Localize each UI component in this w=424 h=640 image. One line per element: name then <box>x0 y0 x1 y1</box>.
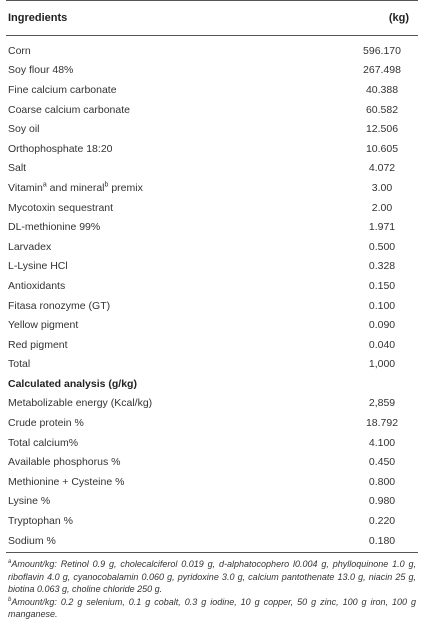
ingredient-value: 0.040 <box>368 338 396 351</box>
table-row <box>6 296 418 316</box>
analysis-name: Available phosphorus % <box>8 456 121 469</box>
ingredient-value: 0.150 <box>368 279 396 292</box>
table-row-total <box>6 355 418 375</box>
premix-label-part: Vitamin <box>8 181 43 194</box>
ingredient-value: 12.506 <box>365 123 399 136</box>
table-row <box>6 276 418 296</box>
ingredient-value: 596.170 <box>363 44 401 57</box>
footnote-b-text: Amount/kg: 0.2 g selenium, 0.1 g cobalt, 0.3 g iodine, 10 g copper, 50 g zinc, 100 g iron, 100 g manganese. <box>8 596 416 620</box>
footnote-a <box>8 558 416 596</box>
table-row <box>6 452 418 472</box>
ingredient-name: Soy flour 48% <box>8 64 74 77</box>
ingredient-value: 40.388 <box>365 83 399 96</box>
footnote-a-mark: a <box>8 559 12 565</box>
table-row <box>6 237 418 257</box>
ingredient-value: 0.500 <box>368 240 396 253</box>
ingredient-value: 60.582 <box>365 103 399 116</box>
ingredient-value: 10.605 <box>365 142 399 155</box>
ingredient-value: 267.498 <box>363 64 401 77</box>
table-row <box>6 511 418 531</box>
analysis-name: Methionine + Cysteine % <box>8 475 125 488</box>
ingredient-value: 2.00 <box>371 201 393 214</box>
ingredient-name: Mycotoxin sequestrant <box>8 201 114 214</box>
ingredient-name: Total <box>8 358 31 371</box>
table-header <box>6 0 418 36</box>
ingredient-name: Fine calcium carbonate <box>8 83 117 96</box>
table-row <box>6 119 418 139</box>
footnote-b-mark: b <box>8 596 12 603</box>
table-row <box>6 41 418 61</box>
footnote-mark-a: a <box>42 181 47 189</box>
table-row <box>6 492 418 512</box>
ingredient-value: 0.090 <box>368 319 396 332</box>
table-row <box>6 100 418 120</box>
analysis-value: 2,859 <box>368 397 396 410</box>
footnote-mark-b: b <box>104 181 109 189</box>
table-row <box>6 394 418 414</box>
ingredient-value: 0.328 <box>368 260 396 273</box>
table-row <box>6 531 418 551</box>
ingredient-name: Yellow pigment <box>8 319 79 332</box>
ingredient-name: Orthophosphate 18:20 <box>8 142 113 155</box>
table-row <box>6 139 418 159</box>
footnote-b <box>8 596 416 621</box>
ingredient-name <box>8 182 143 194</box>
ingredient-value: 4.072 <box>368 162 396 175</box>
ingredient-name: DL-methionine 99% <box>8 221 101 234</box>
ingredient-value: 1.971 <box>368 221 396 234</box>
ingredient-value: 1,000 <box>368 358 396 371</box>
table-row <box>6 159 418 179</box>
ingredient-name: Corn <box>8 44 31 57</box>
table-row <box>6 178 418 198</box>
ingredient-name: Larvadex <box>8 240 52 253</box>
analysis-value: 18.792 <box>365 417 399 430</box>
premix-label-part: premix <box>108 181 143 194</box>
table-row <box>6 257 418 277</box>
header-unit: (kg) <box>388 11 409 24</box>
ingredient-value: 0.100 <box>368 299 396 312</box>
ingredient-name: L-Lysine HCl <box>8 260 68 273</box>
ingredient-value: 3.00 <box>371 181 393 194</box>
analysis-value: 0.800 <box>368 475 396 488</box>
section-heading <box>6 374 418 394</box>
analysis-name: Sodium % <box>8 534 56 547</box>
footnote-a-text: Amount/kg: Retinol 0.9 g, cholecalciferol 0.019 g, d-alphatocophero l0.004 g, phylloquinone 1.0 g, riboflavin 4.0 g, cyanocobalamin 0.060 g, pyridoxine 3.0 g, calcium pantothenate 13.0 g, niacin 25 g, biotina 0.063 g, choline chloride 250 g. <box>8 559 416 595</box>
analysis-name: Total calcium% <box>8 436 79 449</box>
footnotes <box>8 558 416 621</box>
ingredient-name: Soy oil <box>8 123 40 136</box>
ingredient-name: Antioxidants <box>8 279 66 292</box>
table-row <box>6 315 418 335</box>
ingredient-name: Fitasa ronozyme (GT) <box>8 299 111 312</box>
analysis-name: Tryptophan % <box>8 515 73 528</box>
table-row <box>6 433 418 453</box>
analysis-value: 0.980 <box>368 495 396 508</box>
table-row <box>6 61 418 81</box>
table-row <box>6 335 418 355</box>
section-title: Calculated analysis (g/kg) <box>8 377 137 390</box>
ingredient-name: Salt <box>8 162 27 175</box>
table-row <box>6 217 418 237</box>
premix-label-part: and mineral <box>46 181 105 194</box>
analysis-value: 0.180 <box>368 534 396 547</box>
header-ingredients: Ingredients <box>8 11 68 24</box>
analysis-value: 0.220 <box>368 515 396 528</box>
table-row <box>6 80 418 100</box>
table-body <box>6 41 418 550</box>
analysis-name: Metabolizable energy (Kcal/kg) <box>8 397 153 410</box>
table-row <box>6 413 418 433</box>
analysis-name: Lysine % <box>8 495 51 508</box>
table-row <box>6 198 418 218</box>
ingredient-name: Red pigment <box>8 338 68 351</box>
analysis-value: 0.450 <box>368 456 396 469</box>
bottom-rule <box>6 552 418 553</box>
table-row <box>6 472 418 492</box>
analysis-name: Crude protein % <box>8 417 84 430</box>
ingredient-name: Coarse calcium carbonate <box>8 103 130 116</box>
analysis-value: 4.100 <box>368 436 396 449</box>
